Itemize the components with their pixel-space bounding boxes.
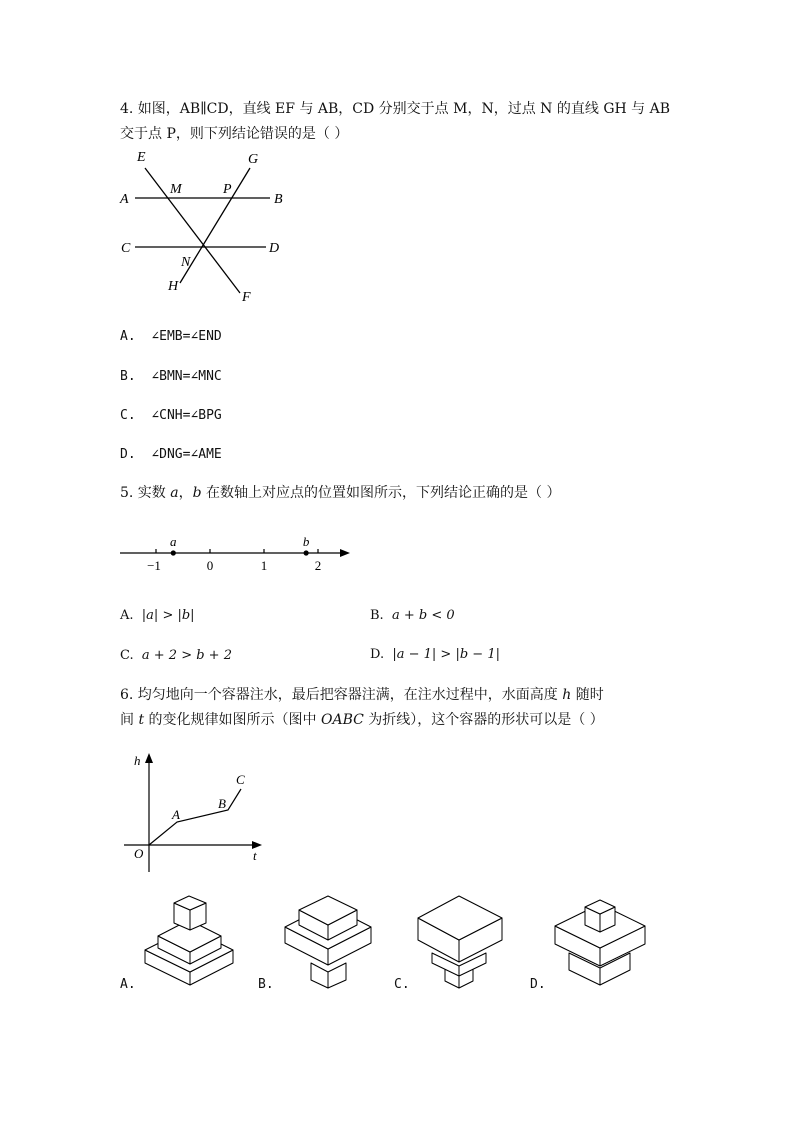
point-b	[304, 550, 309, 555]
q6-height-time-graph	[118, 748, 278, 878]
point-a	[171, 550, 176, 555]
graph-label-t: t	[253, 848, 257, 863]
label-h: H	[168, 279, 179, 294]
tick-label-1: 1	[260, 558, 268, 573]
oabc-polyline	[149, 789, 241, 845]
tick-label-0: 0	[206, 558, 214, 573]
label-c: C	[121, 241, 131, 256]
line-gh	[180, 168, 250, 283]
graph-label-b: B	[218, 796, 226, 811]
graph-label-c: C	[236, 772, 245, 787]
q5-option-c: C. a + 2 > b + 2	[120, 648, 232, 663]
point-a-label: a	[170, 534, 177, 549]
q4-option-d: D. ∠DNG=∠AME	[120, 447, 222, 462]
q4-option-b: B. ∠BMN=∠MNC	[120, 369, 222, 384]
label-f: F	[242, 290, 251, 305]
q6-stem-line2: 间 t 的变化规律如图所示（图中 OABC 为折线），这个容器的形状可以是（ ）	[120, 712, 604, 728]
q4-parallel-lines-figure	[115, 148, 295, 308]
container-shape-b	[280, 890, 380, 990]
container-shape-c	[412, 890, 512, 990]
graph-label-o: O	[134, 846, 144, 861]
container-shape-a	[140, 890, 240, 990]
q6-stem-line1: 6. 均匀地向一个容器注水，最后把容器注满，在注水过程中，水面高度 h 随时	[120, 687, 604, 703]
shape-label-b: B.	[258, 977, 274, 992]
point-b-label: b	[302, 534, 310, 549]
label-m: M	[170, 182, 182, 197]
h-axis-arrow	[145, 753, 153, 763]
graph-label-h: h	[134, 753, 141, 768]
q5-option-a: A. |a| > |b|	[120, 608, 195, 623]
shape-label-a: A.	[120, 977, 136, 992]
label-a: A	[120, 192, 129, 207]
label-b: B	[274, 192, 283, 207]
q4-stem-line1: 4. 如图，AB∥CD，直线 EF 与 AB，CD 分别交于点 M，N，过点 N 的直线 GH 与 AB	[120, 101, 671, 117]
q4-stem-line2: 交于点 P，则下列结论错误的是（ ）	[120, 126, 349, 142]
graph-label-a: A	[172, 807, 180, 822]
number-line-arrow	[340, 549, 350, 557]
label-p: P	[223, 182, 232, 197]
shape-label-d: D.	[530, 977, 546, 992]
q5-option-b: B. a + b < 0	[370, 608, 455, 623]
q5-option-d: D. |a − 1| > |b − 1|	[370, 647, 500, 662]
q5-stem: 5. 实数 a，b 在数轴上对应点的位置如图所示，下列结论正确的是（ ）	[120, 485, 561, 501]
label-g: G	[248, 152, 259, 167]
container-shape-d	[550, 890, 650, 990]
label-d: D	[269, 241, 280, 256]
tick-label-neg1: −1	[147, 558, 161, 573]
label-e: E	[137, 150, 146, 165]
shape-label-c: C.	[394, 977, 410, 992]
label-n: N	[181, 255, 191, 270]
q5-number-line	[115, 530, 355, 575]
q4-option-c: C. ∠CNH=∠BPG	[120, 408, 222, 423]
q4-option-a: A. ∠EMB=∠END	[120, 329, 222, 344]
tick-label-2: 2	[314, 558, 322, 573]
